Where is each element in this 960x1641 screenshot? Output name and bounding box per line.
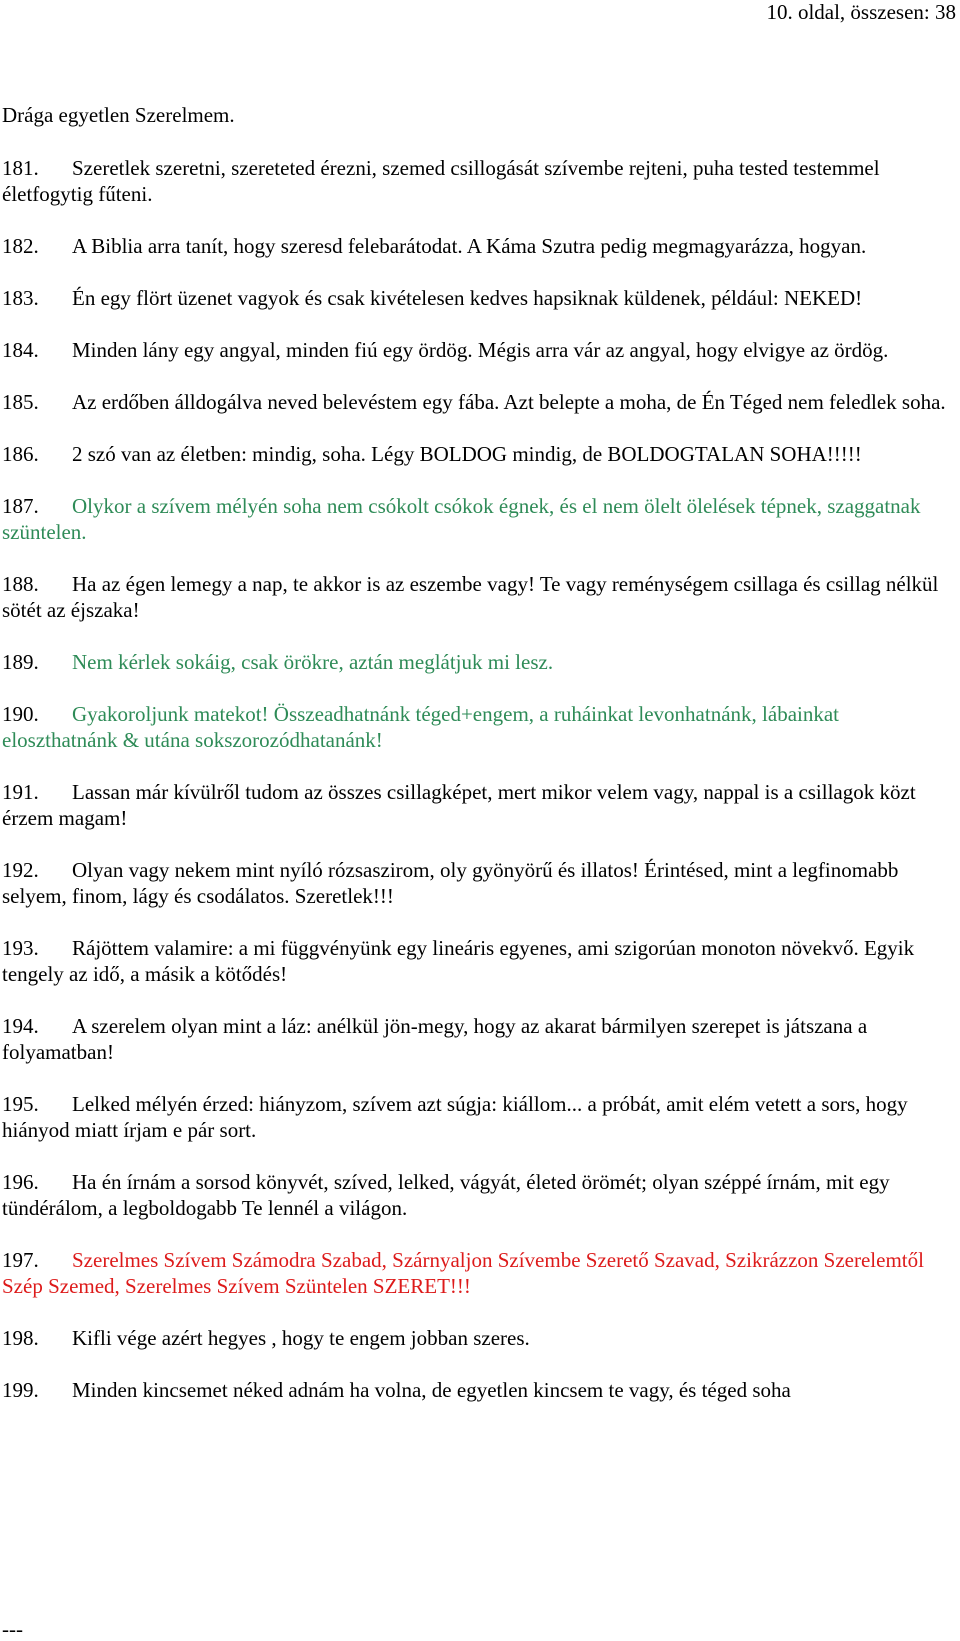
entry-text: A szerelem olyan mint a láz: anélkül jön-megy, hogy az akarat bármilyen szerepet is játszana a folyamatban! [2,1014,868,1064]
entry-number: 195. [2,1092,39,1116]
entry-number: 197. [2,1248,39,1272]
entry-number: 190. [2,702,39,726]
entry-text: Ha én írnám a sorsod könyvét, szíved, lelked, vágyát, életed örömét; olyan széppé írnám, mit egy tündérálom, a legboldogabb Te lennél a világon. [2,1170,890,1220]
entry-number: 191. [2,780,39,804]
message-entry [2,493,952,545]
entry-text: Kifli vége azért hegyes , hogy te engem jobban szeres. [72,1326,530,1350]
entry-text: Minden kincsemet néked adnám ha volna, de egyetlen kincsem te vagy, és téged soha [72,1378,791,1402]
entry-number: 199. [2,1378,39,1402]
entry-number: 184. [2,338,39,362]
message-entry [2,1091,952,1143]
page-number-header: 10. oldal, összesen: 38 [766,0,956,24]
entry-number: 187. [2,494,39,518]
message-entry [2,285,952,311]
entry-text: Lelked mélyén érzed: hiányzom, szívem azt súgja: kiállom... a próbát, amit elém vetett a sors, hogy hiányod miatt írjam e pár sort. [2,1092,908,1142]
entry-text: Olykor a szívem mélyén soha nem csókolt csókok égnek, és el nem ölelt ölelések tépnek, szaggatnak szüntelen. [2,494,921,544]
footer-separator: --- [2,1617,23,1641]
entry-text: Nem kérlek sokáig, csak örökre, aztán meglátjuk mi lesz. [72,650,554,674]
message-entry [2,1247,952,1299]
message-entry [2,935,952,987]
entry-text: Az erdőben álldogálva neved belevéstem egy fába. Azt belepte a moha, de Én Téged nem feledlek soha. [72,390,946,414]
entry-text: Én egy flört üzenet vagyok és csak kivételesen kedves hapsiknak küldenek, például: NEKED! [72,286,863,310]
message-entry [2,649,952,675]
entry-number: 189. [2,650,39,674]
message-entry [2,233,952,259]
entry-text: Rájöttem valamire: a mi függvényünk egy lineáris egyenes, ami szigorúan monoton növekvő. Egyik tengely az idő, a másik a kötődés! [2,936,915,986]
message-entry [2,337,952,363]
message-entry [2,1325,952,1351]
message-entry [2,155,952,207]
entry-number: 194. [2,1014,39,1038]
entry-text: Ha az égen lemegy a nap, te akkor is az eszembe vagy! Te vagy reménységem csillaga és csillag nélkül sötét az éjszaka! [2,572,939,622]
message-list [2,155,952,1429]
entry-number: 186. [2,442,39,466]
message-entry [2,571,952,623]
entry-number: 188. [2,572,39,596]
message-entry [2,857,952,909]
message-entry [2,441,952,467]
message-entry [2,1013,952,1065]
entry-number: 196. [2,1170,39,1194]
message-entry [2,701,952,753]
entry-text: Lassan már kívülről tudom az összes csillagképet, mert mikor velem vagy, nappal is a csillagok közt érzem magam! [2,780,916,830]
message-entry [2,1169,952,1221]
greeting-line: Drága egyetlen Szerelmem. [2,103,235,127]
entry-number: 181. [2,156,39,180]
entry-number: 182. [2,234,39,258]
entry-number: 183. [2,286,39,310]
entry-text: Gyakoroljunk matekot! Összeadhatnánk téged+engem, a ruháinkat levonhatnánk, lábainkat eloszthatnánk & utána sokszorozódhatanánk! [2,702,840,752]
message-entry [2,779,952,831]
entry-number: 198. [2,1326,39,1350]
entry-text: 2 szó van az életben: mindig, soha. Légy BOLDOG mindig, de BOLDOGTALAN SOHA!!!!! [72,442,862,466]
entry-number: 193. [2,936,39,960]
message-entry [2,1377,952,1403]
entry-text: Szerelmes Szívem Számodra Szabad, Szárnyaljon Szívembe Szerető Szavad, Szikrázzon Szerelemtől Szép Szemed, Szerelmes Szívem Szüntelen SZERET!!! [2,1248,924,1298]
entry-text: Minden lány egy angyal, minden fiú egy ördög. Mégis arra vár az angyal, hogy elvigye az ördög. [72,338,889,362]
entry-number: 185. [2,390,39,414]
entry-text: Olyan vagy nekem mint nyíló rózsaszirom, oly gyönyörű és illatos! Érintésed, mint a legfinomabb selyem, finom, lágy és csodálatos. Szeretlek!!! [2,858,899,908]
message-entry [2,389,952,415]
entry-number: 192. [2,858,39,882]
entry-text: A Biblia arra tanít, hogy szeresd felebarátodat. A Káma Szutra pedig megmagyarázza, hogyan. [72,234,867,258]
entry-text: Szeretlek szeretni, szereteted érezni, szemed csillogását szívembe rejteni, puha tested testemmel életfogytig fűteni. [2,156,880,206]
